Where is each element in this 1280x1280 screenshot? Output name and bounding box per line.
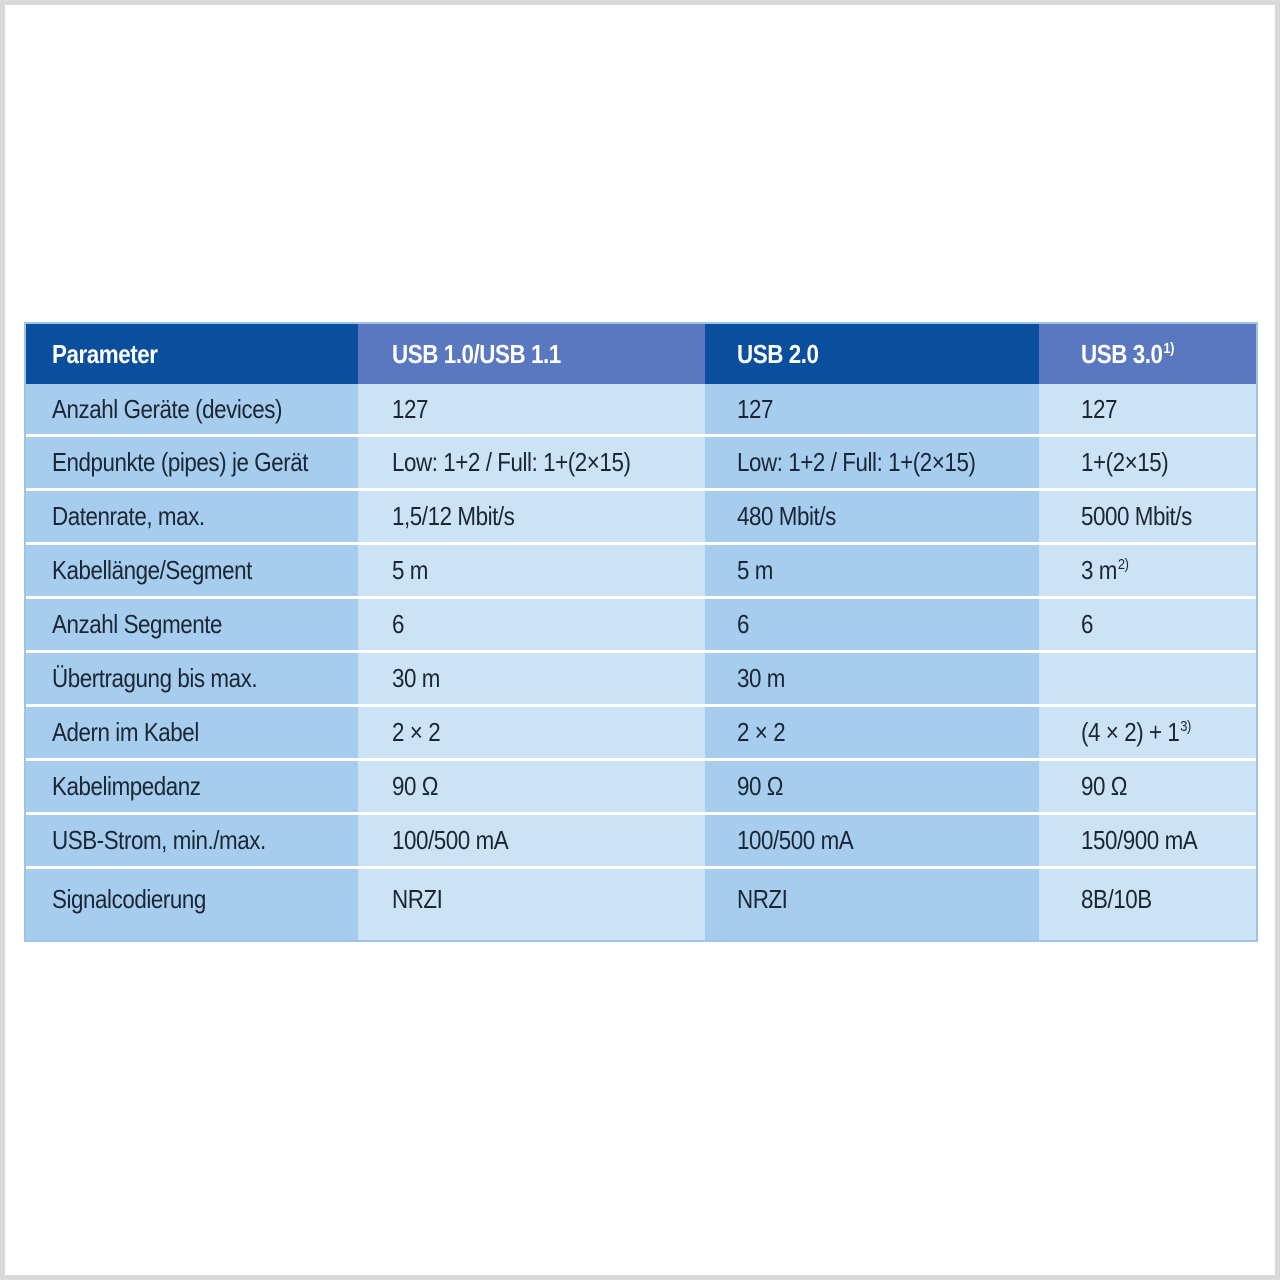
cell-text: Signalcodierung — [52, 884, 206, 914]
cell-text: Übertragung bis max. — [52, 663, 258, 693]
cell-usb20 — [705, 544, 1039, 598]
cell-usb11 — [358, 544, 705, 598]
cell-usb30 — [1039, 814, 1256, 868]
cell-text: 6 — [392, 609, 405, 639]
cell-text: 100/500 mA — [392, 825, 509, 855]
table-row — [26, 544, 1256, 598]
header-usb20 — [705, 324, 1039, 384]
cell-text: 30 m — [392, 663, 440, 693]
cell-usb20 — [705, 490, 1039, 544]
cell-usb11 — [358, 706, 705, 760]
cell-text: 90 Ω — [392, 771, 439, 801]
footnote-marker: 2) — [1117, 556, 1129, 574]
cell-text: Datenrate, max. — [52, 501, 205, 531]
cell-usb11 — [358, 598, 705, 652]
cell-usb20 — [705, 652, 1039, 706]
cell-text: 100/500 mA — [737, 825, 854, 855]
cell-text: Endpunkte (pipes) je Gerät — [52, 447, 309, 477]
cell-text: Kabelimpedanz — [52, 771, 201, 801]
header-row — [26, 324, 1256, 384]
cell-text: 1+(2×15) — [1081, 447, 1169, 477]
cell-text: Adern im Kabel — [52, 717, 199, 747]
cell-usb11 — [358, 814, 705, 868]
cell-text: Low: 1+2 / Full: 1+(2×15) — [392, 447, 631, 477]
header-label: USB 3.0 — [1081, 338, 1163, 369]
cell-text: (4 × 2) + 1 — [1081, 717, 1180, 747]
cell-text: USB-Strom, min./max. — [52, 825, 266, 855]
table-row — [26, 436, 1256, 490]
cell-usb11 — [358, 384, 705, 436]
header-label: USB 1.0/USB 1.1 — [392, 338, 561, 369]
cell-text: Low: 1+2 / Full: 1+(2×15) — [737, 447, 976, 477]
footnote-marker: 3) — [1180, 718, 1191, 736]
usb-comparison-table — [24, 322, 1258, 942]
cell-usb20 — [705, 436, 1039, 490]
cell-usb20 — [705, 384, 1039, 436]
cell-text: 3 m — [1081, 555, 1117, 585]
header-label: USB 2.0 — [737, 338, 819, 369]
table-row — [26, 814, 1256, 868]
cell-usb20 — [705, 598, 1039, 652]
cell-text: 5 m — [392, 555, 428, 585]
cell-text: 6 — [1081, 609, 1094, 639]
table-row — [26, 598, 1256, 652]
cell-text: 90 Ω — [737, 771, 784, 801]
cell-text: 127 — [1081, 393, 1118, 424]
cell-text: 150/900 mA — [1081, 825, 1198, 855]
table-row — [26, 706, 1256, 760]
cell-usb30 — [1039, 384, 1256, 436]
table-row — [26, 868, 1256, 940]
cell-parameter — [26, 814, 358, 868]
cell-text: 6 — [737, 609, 750, 639]
cell-parameter — [26, 544, 358, 598]
cell-usb30 — [1039, 490, 1256, 544]
cell-usb11 — [358, 760, 705, 814]
cell-text: Anzahl Geräte (devices) — [52, 393, 282, 424]
header-label: Parameter — [52, 338, 158, 369]
cell-parameter — [26, 490, 358, 544]
cell-text: 8B/10B — [1081, 884, 1152, 914]
cell-text: 30 m — [737, 663, 785, 693]
cell-parameter — [26, 760, 358, 814]
cell-parameter — [26, 868, 358, 940]
footnote-marker: 1) — [1163, 339, 1174, 357]
cell-parameter — [26, 706, 358, 760]
table-body — [26, 384, 1256, 940]
header-parameter — [26, 324, 358, 384]
cell-usb30 — [1039, 652, 1256, 706]
cell-usb11 — [358, 652, 705, 706]
cell-parameter — [26, 436, 358, 490]
cell-text: Anzahl Segmente — [52, 609, 223, 639]
cell-text: 2 × 2 — [737, 717, 786, 747]
cell-text: 480 Mbit/s — [737, 501, 836, 531]
cell-text: 5 m — [737, 555, 773, 585]
cell-text: 127 — [737, 393, 774, 424]
cell-usb11 — [358, 868, 705, 940]
table-row — [26, 760, 1256, 814]
cell-parameter — [26, 598, 358, 652]
cell-text: 1,5/12 Mbit/s — [392, 501, 515, 531]
table-row — [26, 652, 1256, 706]
cell-parameter — [26, 384, 358, 436]
table-row — [26, 490, 1256, 544]
table-row — [26, 384, 1256, 436]
cell-usb30 — [1039, 544, 1256, 598]
cell-usb11 — [358, 490, 705, 544]
cell-text: 2 × 2 — [392, 717, 441, 747]
cell-text: 5000 Mbit/s — [1081, 501, 1192, 531]
cell-text: Kabellänge/Segment — [52, 555, 252, 585]
cell-usb11 — [358, 436, 705, 490]
cell-usb20 — [705, 814, 1039, 868]
cell-usb20 — [705, 706, 1039, 760]
cell-usb30 — [1039, 760, 1256, 814]
cell-usb20 — [705, 760, 1039, 814]
header-usb11 — [358, 324, 705, 384]
cell-usb30 — [1039, 598, 1256, 652]
cell-text: NRZI — [737, 884, 788, 914]
cell-text: 90 Ω — [1081, 771, 1128, 801]
cell-usb30 — [1039, 436, 1256, 490]
header-usb30 — [1039, 324, 1256, 384]
cell-usb30 — [1039, 868, 1256, 940]
cell-text: NRZI — [392, 884, 443, 914]
cell-text: 127 — [392, 393, 429, 424]
cell-usb20 — [705, 868, 1039, 940]
cell-parameter — [26, 652, 358, 706]
data-table — [26, 324, 1256, 940]
cell-usb30 — [1039, 706, 1256, 760]
